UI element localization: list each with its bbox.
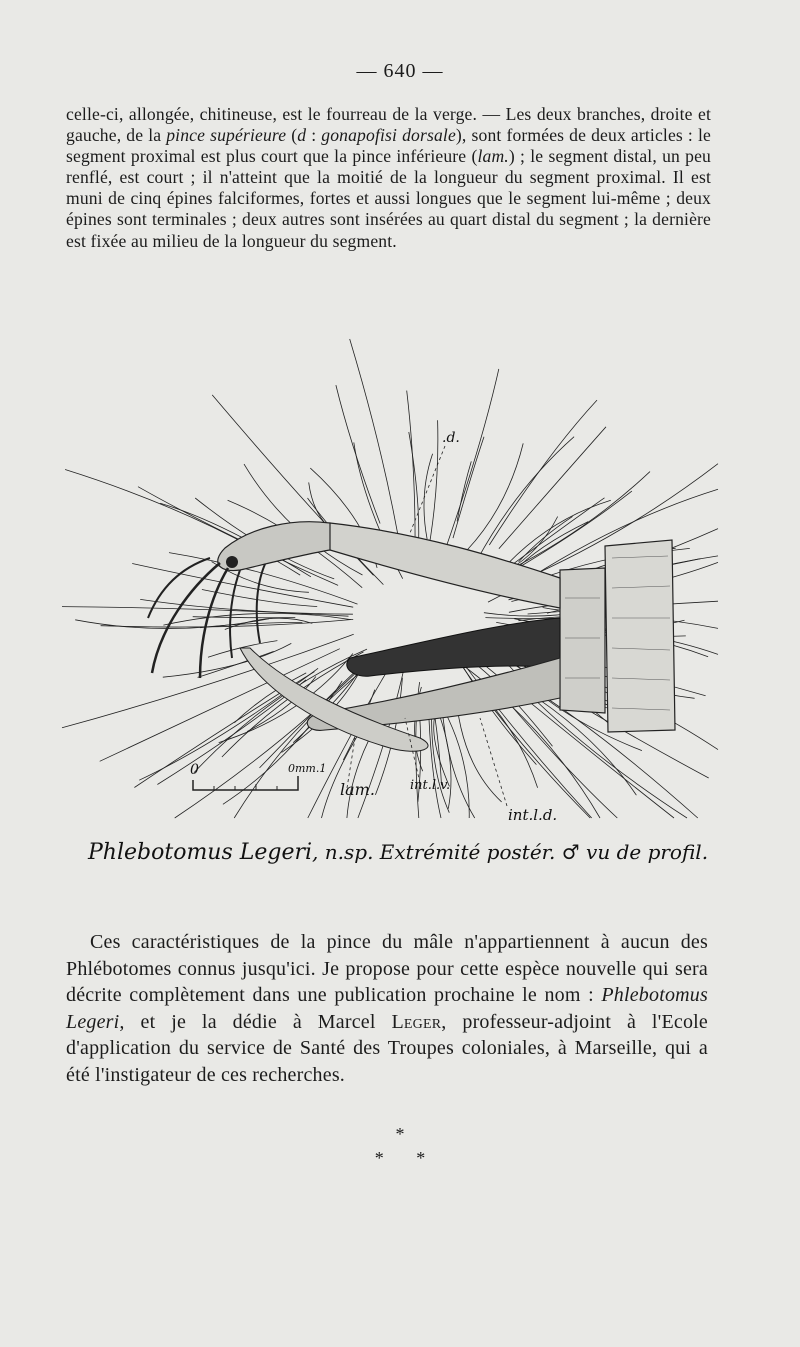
figure-caption	[88, 840, 728, 865]
text-run: ) ; le segment distal, un peu renflé, est court ; il n'atteint que la moitié de la longueur du segment proximal. Il est muni de cinq épines falciformes, fortes et aussi longues que le segment lui-même ; deux épines sont terminales ; deux autres sont insérées au quart distal du segment ; la dernière est fixée au milieu de la longueur du segment.	[66, 146, 711, 251]
anatomical-illustration	[60, 318, 720, 838]
italic-term: gonapofisi dorsale	[321, 125, 456, 146]
seta-hair	[336, 385, 380, 523]
italic-term: lam.	[477, 146, 509, 167]
seta-hair	[424, 454, 433, 539]
italic-term: d	[297, 125, 307, 146]
text-run: ), sont formées de deux articles : le segment proximal est plus court que la pince inférieure (	[66, 125, 711, 167]
text-run: et je la dédie à Marcel	[124, 1010, 392, 1033]
paragraph-description	[66, 104, 711, 252]
label-d: .d.	[442, 430, 460, 446]
italic-term: pince supérieure	[166, 125, 287, 146]
caption-species: Phlebotomus Legeri	[88, 840, 313, 865]
seta-hair	[502, 498, 605, 573]
seta-hair	[407, 391, 415, 547]
section-ornament	[0, 1122, 800, 1170]
seta-hair	[132, 564, 353, 608]
scale-zero-label: 0	[190, 762, 199, 778]
smallcaps-name: Leger	[391, 1010, 442, 1033]
seta-hair	[489, 400, 597, 545]
scale-one-label: 0mm.1	[288, 762, 327, 775]
page-number: — 640 —	[356, 60, 444, 82]
seta-hair	[453, 437, 484, 538]
ornament-top: *	[395, 1124, 419, 1144]
text-run: (	[286, 125, 298, 146]
label-int-lv: int.l.v.	[410, 778, 451, 793]
text-run: , professeur-adjoint à l'Ecole d'application du service de Santé des Troupes coloniales, à Marseille, qui a été l'instigateur de ces recherches.	[66, 1010, 709, 1086]
seta-hair	[457, 461, 471, 521]
ornament-bottom: * *	[374, 1148, 440, 1168]
label-lam: lam.	[340, 780, 375, 799]
text-run: Ces caractéristiques de la pince du mâle n'appartiennent à aucun des Phlébotomes connus jusqu'ici. Je propose pour cette espèce nouvelle qui sera décrite complètement dans une publication prochaine le nom :	[66, 931, 708, 1006]
text-run: celle-ci, allongée, chitineuse, est le fourreau de la verge. — Les deux branches, droite et gauche, de la	[66, 104, 711, 146]
text-run: :	[306, 125, 322, 146]
scale-ruler	[190, 762, 330, 802]
caption-text: , n.sp. Extrémité postér. ♂ vu de profil.	[312, 840, 709, 864]
paragraph-conclusion	[66, 929, 708, 1088]
scale-bar	[190, 762, 330, 802]
seta-hair	[222, 652, 364, 757]
seta-hair	[467, 443, 523, 550]
seta-hair	[101, 619, 354, 627]
italic-species-name: Phlebotomus Legeri,	[66, 984, 708, 1033]
seta-hair	[442, 704, 475, 818]
abdominal-segment	[560, 540, 675, 732]
insect-genitalia-drawing	[60, 318, 720, 838]
label-int-ld: int.l.d.	[508, 806, 558, 824]
